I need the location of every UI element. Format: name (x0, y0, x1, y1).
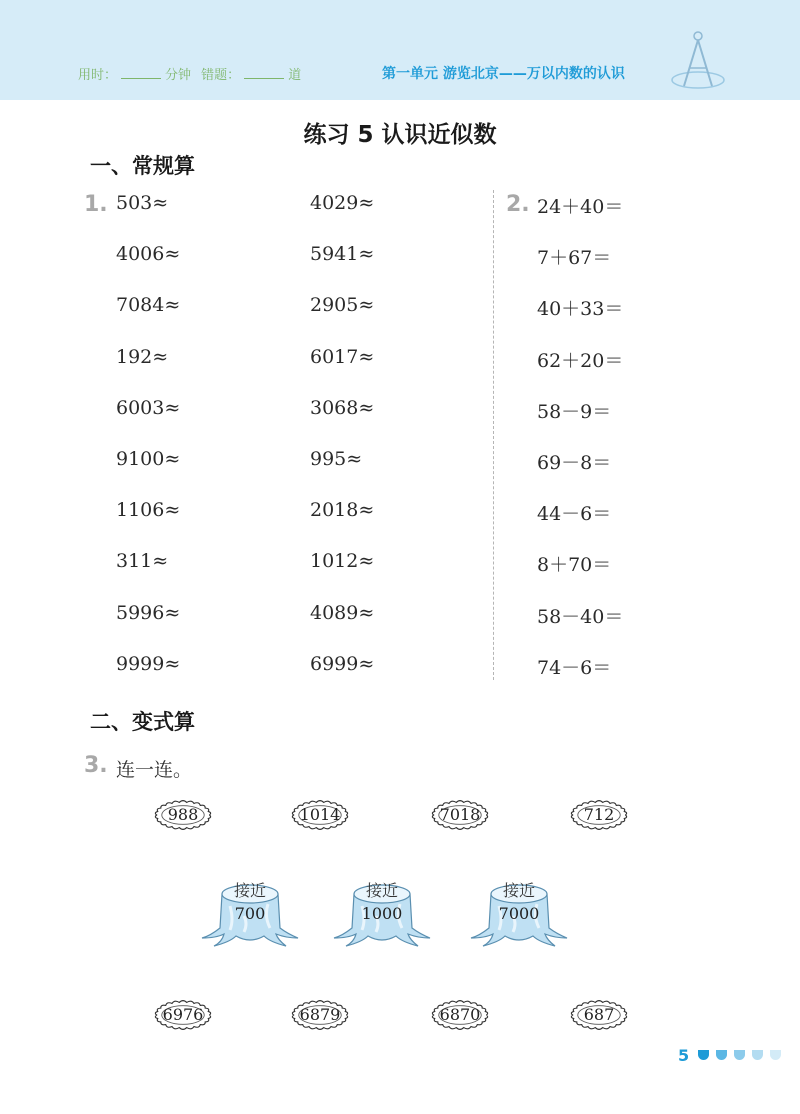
stump-label: 接近 (233, 881, 266, 900)
oval-number: 6879 (299, 1005, 341, 1024)
time-label: 用时： (78, 68, 118, 83)
q1-expression: 311≈ (116, 550, 169, 573)
oval-number: 988 (167, 805, 199, 824)
q2-expression: 62＋20＝ (537, 349, 624, 372)
stump-value: 700 (234, 904, 266, 923)
page-dot-1 (698, 1050, 709, 1060)
number-oval[interactable] (427, 998, 493, 1032)
number-oval[interactable] (150, 798, 216, 832)
q1-expression: 4089≈ (310, 601, 375, 624)
q1-expression: 3068≈ (310, 396, 375, 419)
approx-stump[interactable] (469, 876, 569, 948)
q1-expression: 1012≈ (310, 550, 375, 573)
q1-expression: 4029≈ (310, 192, 375, 214)
q2-expression: 74－6＝ (537, 656, 612, 679)
page-number: 5 (678, 1046, 690, 1065)
q1-expression: 192≈ (116, 345, 169, 368)
number-oval[interactable] (287, 798, 353, 832)
questions-label: 道 (288, 68, 302, 83)
q1-expression: 2905≈ (310, 294, 375, 317)
number-oval[interactable] (566, 998, 632, 1032)
q2-expression: 8＋70＝ (537, 554, 612, 577)
number-oval[interactable] (287, 998, 353, 1032)
q1-expression: 2018≈ (310, 499, 375, 522)
q1-expression: 503≈ (116, 192, 169, 214)
oval-number: 6870 (439, 1005, 481, 1024)
q1-expression: 5996≈ (116, 601, 181, 624)
q1-expression: 9100≈ (116, 448, 181, 470)
q1-expression: 6017≈ (310, 345, 375, 368)
q3-instruction: 连一连。 (116, 759, 193, 781)
errors-label: 错题： (201, 68, 241, 83)
q2-expression: 58－40＝ (537, 605, 624, 628)
oval-number: 1014 (299, 805, 341, 824)
page-dot-5 (770, 1050, 781, 1060)
number-oval[interactable] (150, 998, 216, 1032)
q1-expression: 4006≈ (116, 243, 181, 266)
time-errors-record (78, 64, 301, 83)
number-oval[interactable] (427, 798, 493, 832)
q2-expression: 7＋67＝ (537, 247, 612, 270)
oval-number: 7018 (439, 805, 481, 824)
time-blank[interactable] (121, 66, 161, 79)
q2-expression: 58－9＝ (537, 400, 612, 423)
q1-expression: 6003≈ (116, 396, 181, 419)
q2-expression: 44－6＝ (537, 503, 612, 526)
column-divider (493, 190, 494, 680)
section-heading-variant: 二、变式算 (90, 710, 195, 734)
stump-label: 接近 (502, 881, 535, 900)
stump-label: 接近 (365, 881, 398, 900)
oval-number: 687 (583, 1005, 615, 1024)
q1-expression: 995≈ (310, 448, 363, 470)
page-dot-4 (752, 1050, 763, 1060)
page-dot-2 (716, 1050, 727, 1060)
q2-expression: 40＋33＝ (537, 298, 624, 321)
approx-stump[interactable] (332, 876, 432, 948)
unit-title: 第一单元 游览北京——万以内数的认识 (382, 66, 625, 82)
approx-stump[interactable] (200, 876, 300, 948)
q1-expression: 9999≈ (116, 652, 181, 675)
q1-expression: 6999≈ (310, 652, 375, 675)
compass-icon (668, 28, 728, 92)
page-dot-3 (734, 1050, 745, 1060)
question-number-2: 2. (506, 192, 530, 217)
number-oval[interactable] (566, 798, 632, 832)
errors-blank[interactable] (244, 66, 284, 79)
oval-number: 6976 (162, 1005, 204, 1024)
stump-value: 7000 (498, 904, 540, 923)
question-number-3: 3. (84, 753, 108, 778)
q2-expression: 24＋40＝ (537, 196, 624, 218)
section-heading-routine: 一、常规算 (90, 154, 195, 178)
oval-number: 712 (583, 805, 615, 824)
question-number-1: 1. (84, 192, 108, 217)
q1-expression: 1106≈ (116, 499, 181, 522)
q1-expression: 7084≈ (116, 294, 181, 317)
minutes-label: 分钟 (165, 68, 192, 83)
q2-expression: 69－8＝ (537, 452, 612, 474)
page-title: 练习 5 认识近似数 (303, 122, 497, 148)
q1-expression: 5941≈ (310, 243, 375, 266)
stump-value: 1000 (361, 904, 403, 923)
